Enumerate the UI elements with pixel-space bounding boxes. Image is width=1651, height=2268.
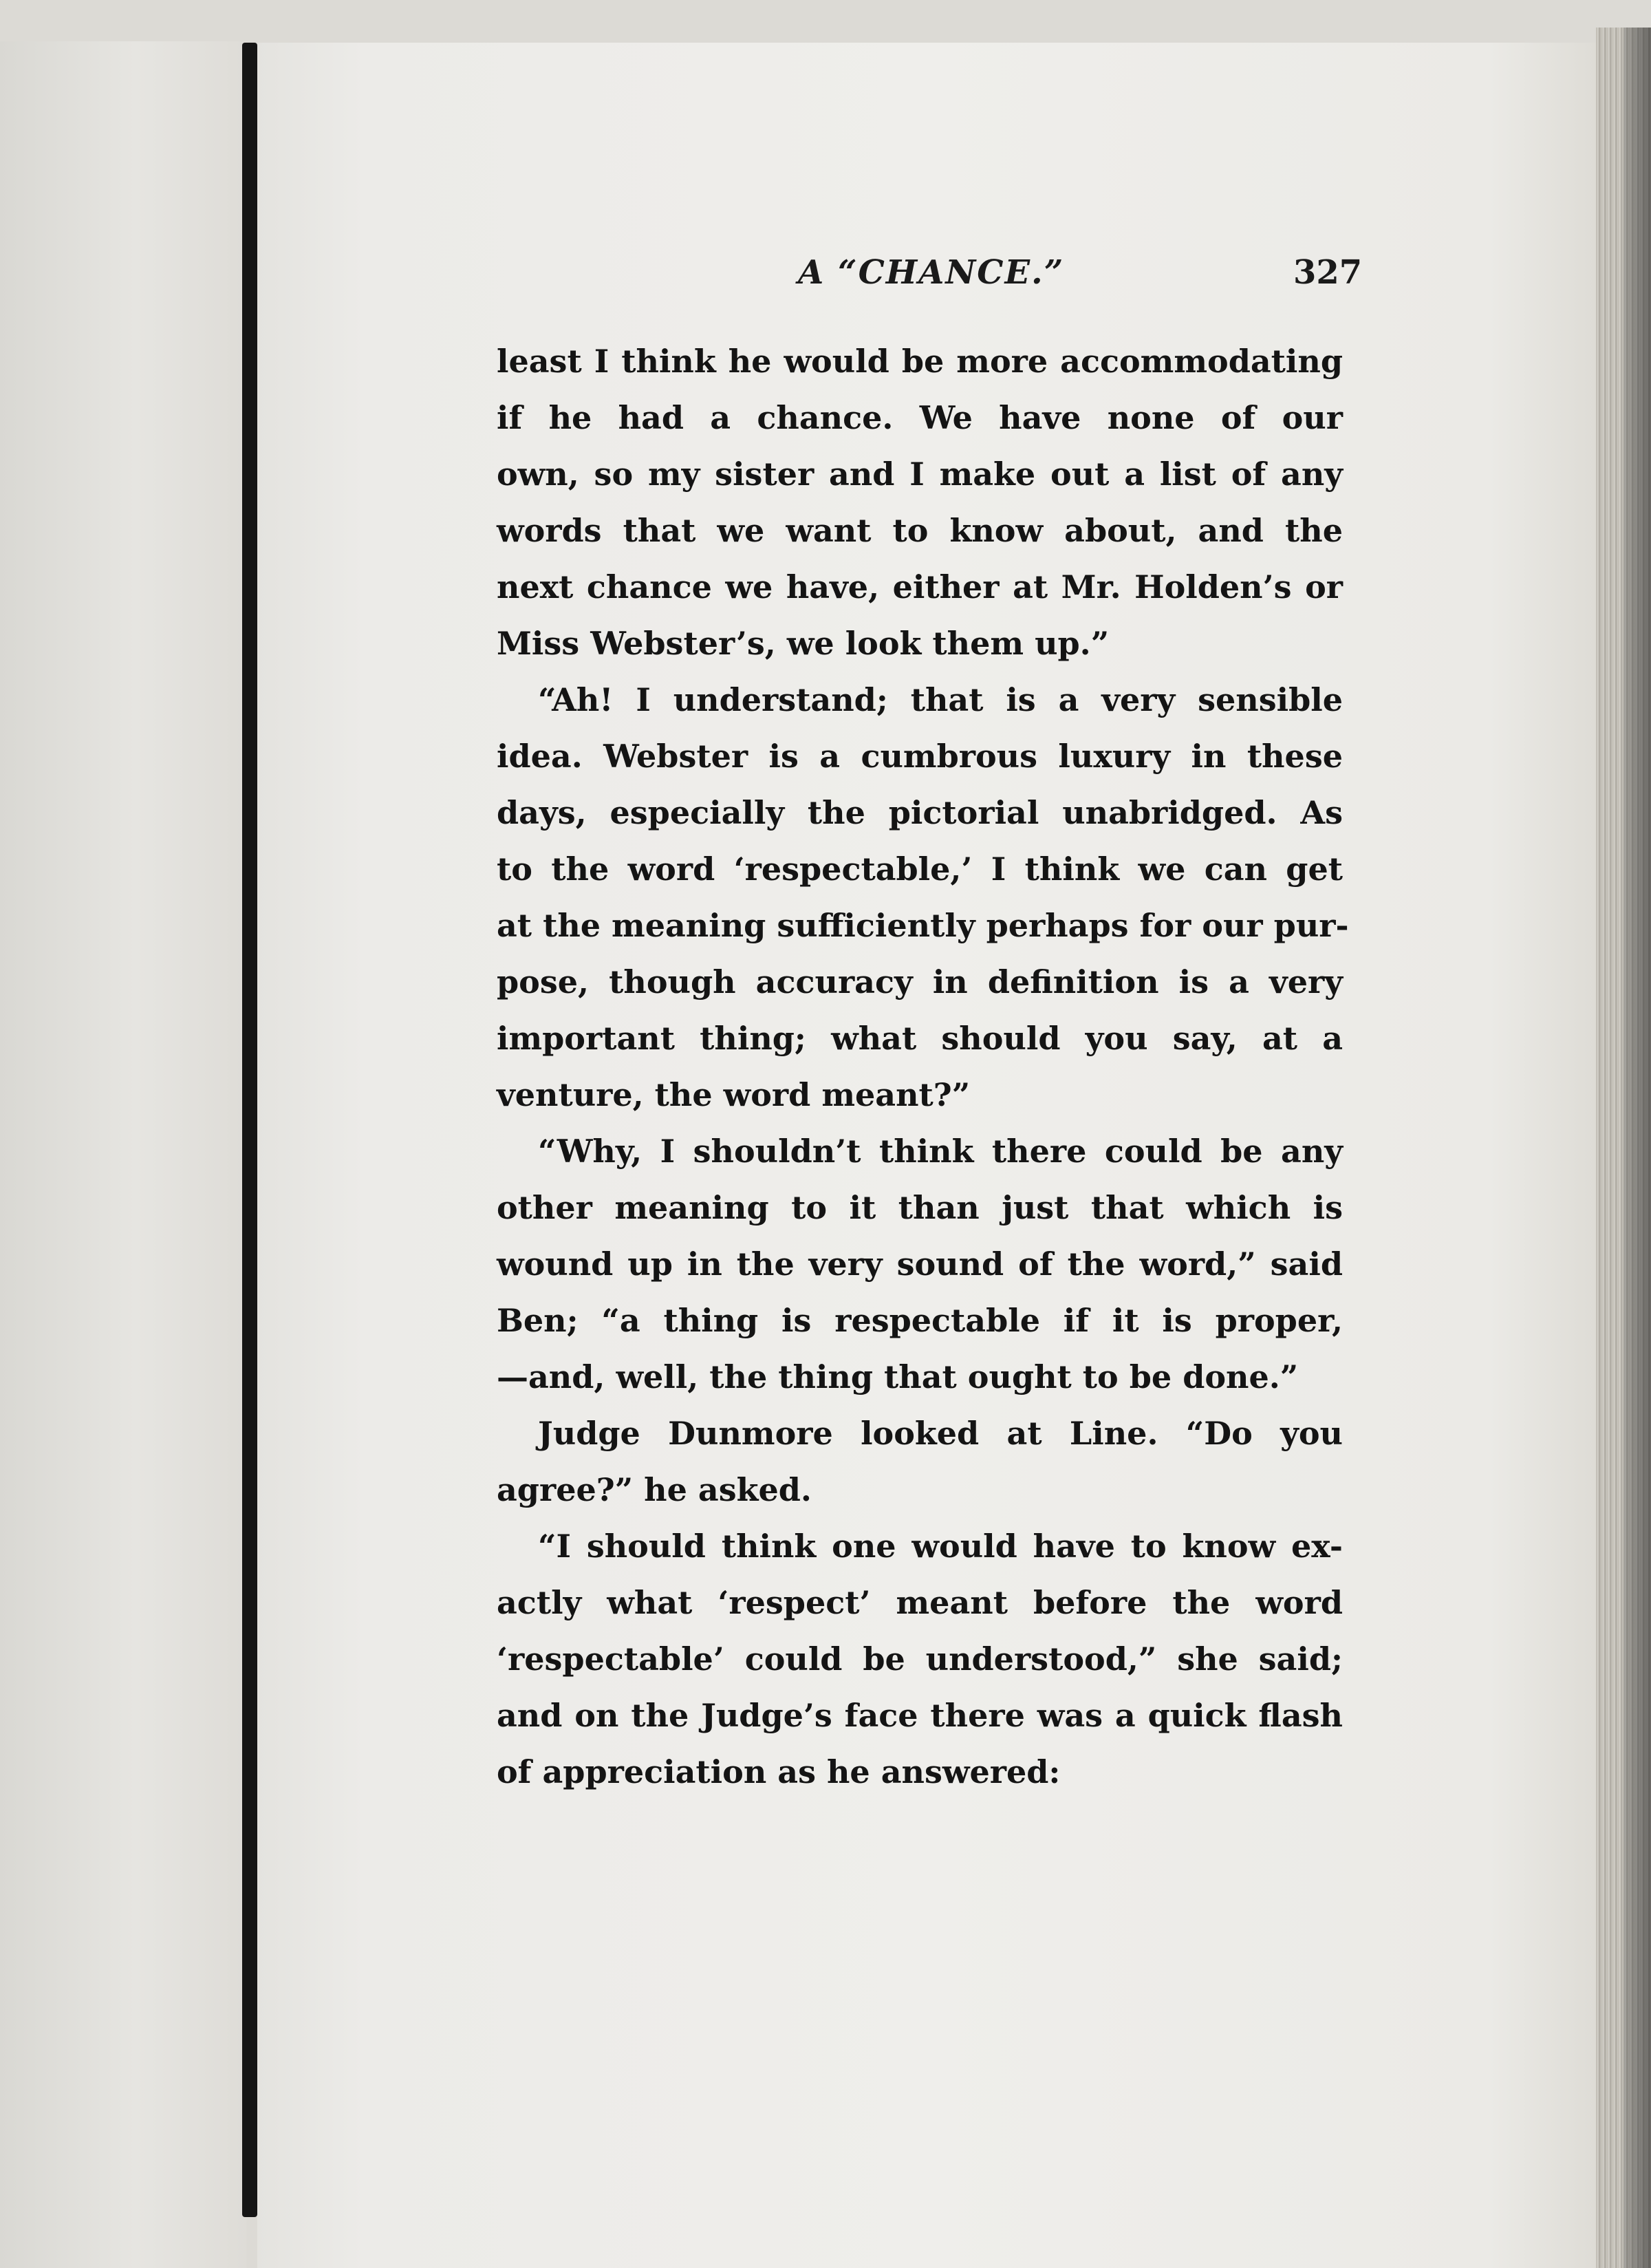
text-line: own, so my sister and I make out a list of any	[497, 456, 1343, 493]
text-line: of appreciation as he answered:	[497, 1753, 1061, 1790]
text-line: next chance we have, either at Mr. Holden’s or	[497, 568, 1343, 606]
text-line: other meaning to it than just that which is	[497, 1189, 1343, 1226]
facing-page-blank	[0, 41, 246, 2268]
text-line: Judge Dunmore looked at Line. “Do you	[538, 1415, 1343, 1452]
text-line: if he had a chance. We have none of our	[497, 399, 1343, 436]
text-line: idea. Webster is a cumbrous luxury in these	[497, 738, 1343, 775]
page-edge-shadow	[1623, 28, 1651, 2268]
text-line: venture, the word meant?”	[497, 1076, 971, 1113]
body-text	[497, 333, 1349, 1800]
text-line: to the word ‘respectable,’ I think we can get	[497, 850, 1343, 888]
text-line: “I should think one would have to know ex-	[538, 1528, 1343, 1565]
text-line: actly what ‘respect’ meant before the word	[497, 1584, 1343, 1621]
text-line: “Why, I shouldn’t think there could be any	[538, 1133, 1343, 1170]
text-line: pose, though accuracy in definition is a very	[497, 963, 1343, 1001]
text-line: important thing; what should you say, at a	[497, 1020, 1343, 1057]
binding-gutter	[242, 43, 257, 2217]
text-line: at the meaning sufficiently perhaps for our pur-	[497, 907, 1349, 944]
text-line: and on the Judge’s face there was a quick flash	[497, 1697, 1343, 1734]
text-line: days, especially the pictorial unabridged. As	[497, 794, 1343, 831]
text-line: wound up in the very sound of the word,” said	[497, 1245, 1343, 1283]
text-line: words that we want to know about, and the	[497, 512, 1343, 549]
running-head-title: A “CHANCE.”	[798, 253, 1065, 292]
text-line: Ben; “a thing is respectable if it is proper,	[497, 1302, 1343, 1339]
text-line: least I think he would be more accommodating	[497, 343, 1343, 380]
text-line: “Ah! I understand; that is a very sensible	[538, 681, 1343, 718]
text-line: ‘respectable’ could be understood,” she said;	[497, 1640, 1343, 1678]
text-line: agree?” he asked.	[497, 1471, 812, 1508]
text-line: Miss Webster’s, we look them up.”	[497, 625, 1110, 662]
text-line: —and, well, the thing that ought to be done.”	[497, 1358, 1299, 1395]
page-number: 327	[1293, 253, 1363, 292]
show-through-smudge	[530, 1830, 1053, 1858]
